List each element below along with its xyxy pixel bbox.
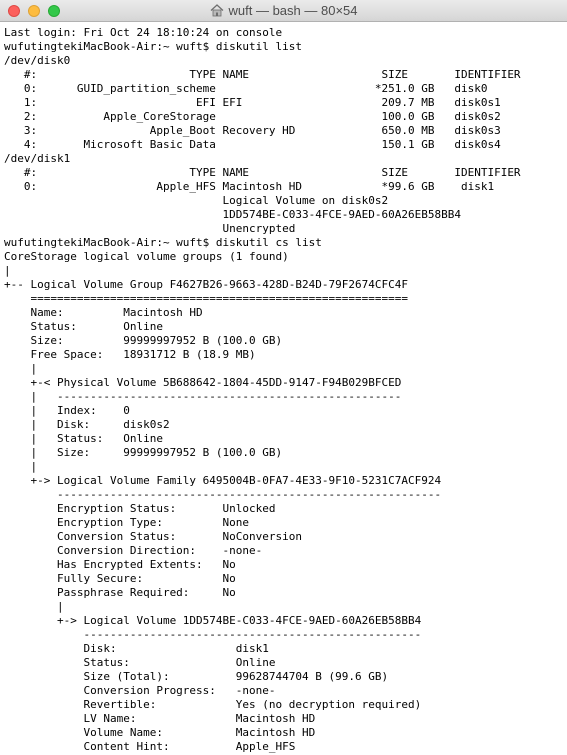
terminal-line: /dev/disk0: [4, 54, 71, 67]
terminal-line: Name: Macintosh HD: [4, 306, 203, 319]
terminal-line: Volume Name: Macintosh HD: [4, 726, 316, 739]
terminal-line: Conversion Direction: -none-: [4, 544, 263, 557]
terminal-line: |: [4, 362, 38, 375]
terminal-line: Unencrypted: [4, 222, 296, 235]
terminal-line: +-- Logical Volume Group F4627B26-9663-428D-B24D-79F2674CFC4F: [4, 278, 408, 291]
terminal-line: 1DD574BE-C033-4FCE-9AED-60A26EB58BB4: [4, 208, 461, 221]
terminal-line: |: [4, 264, 11, 277]
terminal-line: +-< Physical Volume 5B688642-1804-45DD-9147-F94B029BFCED: [4, 376, 402, 389]
terminal-line: 3: Apple_Boot Recovery HD 650.0 MB disk0s3: [4, 124, 501, 137]
terminal-line: Encryption Status: Unlocked: [4, 502, 276, 515]
terminal-line: | Size: 99999997952 B (100.0 GB): [4, 446, 283, 459]
terminal-line: 1: EFI EFI 209.7 MB disk0s1: [4, 96, 501, 109]
terminal-line: ----------------------------------------------------------: [4, 488, 442, 501]
terminal-line: LV Name: Macintosh HD: [4, 712, 316, 725]
terminal-line: Size: 99999997952 B (100.0 GB): [4, 334, 283, 347]
terminal-line: Has Encrypted Extents: No: [4, 558, 236, 571]
terminal-line: #: TYPE NAME SIZE IDENTIFIER: [4, 68, 521, 81]
terminal-output[interactable]: [4, 26, 567, 755]
terminal-line: |: [4, 460, 38, 473]
terminal-line: Encryption Type: None: [4, 516, 250, 529]
terminal-line: ---------------------------------------------------: [4, 628, 422, 641]
terminal-line: +-> Logical Volume 1DD574BE-C033-4FCE-9AED-60A26EB58BB4: [4, 614, 422, 627]
home-folder-icon: [210, 4, 224, 17]
terminal-line: Last login: Fri Oct 24 18:10:24 on console: [4, 26, 283, 39]
terminal-line: wufutingtekiMacBook-Air:~ wuft$ diskutil list: [4, 40, 303, 53]
terminal-line: Disk: disk1: [4, 642, 269, 655]
terminal-line: Conversion Status: NoConversion: [4, 530, 303, 543]
terminal-line: Status: Online: [4, 656, 276, 669]
terminal-line: | Status: Online: [4, 432, 163, 445]
window-title: wuft — bash — 80×54: [228, 3, 358, 18]
terminal-line: | Disk: disk0s2: [4, 418, 170, 431]
terminal-line: 2: Apple_CoreStorage 100.0 GB disk0s2: [4, 110, 501, 123]
terminal-line: 0: Apple_HFS Macintosh HD *99.6 GB disk1: [4, 180, 495, 193]
terminal-line: #: TYPE NAME SIZE IDENTIFIER: [4, 166, 521, 179]
terminal-line: | ----------------------------------------------------: [4, 390, 402, 403]
terminal-line: /dev/disk1: [4, 152, 71, 165]
terminal-line: 4: Microsoft Basic Data 150.1 GB disk0s4: [4, 138, 501, 151]
terminal-line: | Index: 0: [4, 404, 130, 417]
terminal-line: Size (Total): 99628744704 B (99.6 GB): [4, 670, 389, 683]
terminal-line: CoreStorage logical volume groups (1 found): [4, 250, 289, 263]
terminal-line: Content Hint: Apple_HFS: [4, 740, 296, 753]
terminal-line: Status: Online: [4, 320, 163, 333]
terminal-line: Passphrase Required: No: [4, 586, 236, 599]
terminal-line: Free Space: 18931712 B (18.9 MB): [4, 348, 256, 361]
terminal-line: Logical Volume on disk0s2: [4, 194, 389, 207]
window-title-area: [0, 0, 567, 21]
terminal-line: Revertible: Yes (no decryption required): [4, 698, 422, 711]
terminal-line: +-> Logical Volume Family 6495004B-0FA7-4E33-9F10-5231C7ACF924: [4, 474, 442, 487]
terminal-line: Conversion Progress: -none-: [4, 684, 276, 697]
title-bar[interactable]: [0, 0, 567, 22]
terminal-line: |: [4, 600, 64, 613]
terminal-line: =========================================================: [4, 292, 408, 305]
terminal-line: 0: GUID_partition_scheme *251.0 GB disk0: [4, 82, 488, 95]
terminal-line: wufutingtekiMacBook-Air:~ wuft$ diskutil cs list: [4, 236, 322, 249]
terminal-line: Fully Secure: No: [4, 572, 236, 585]
